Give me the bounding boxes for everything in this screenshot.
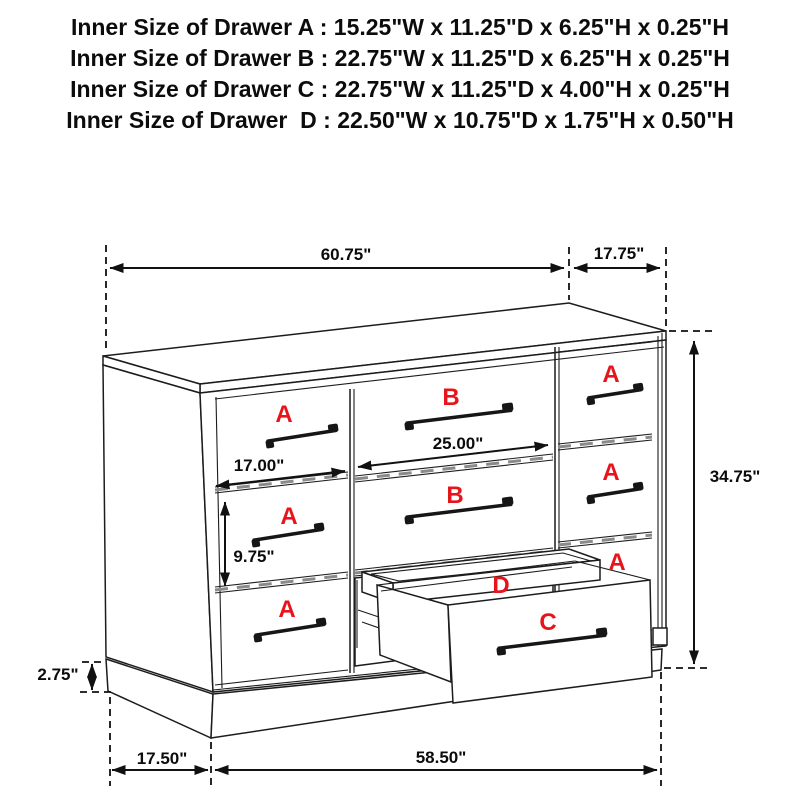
drawer-label-a-left-3: A [278, 596, 296, 623]
drawer-label-a-left-2: A [280, 503, 298, 530]
dim-label-left-drawer-width: 17.00" [233, 456, 285, 475]
dim-label-top-depth: 17.75" [593, 244, 645, 263]
spec-line-drawer-d: Inner Size of Drawer D : 22.50"W x 10.75"D x 1.75"H x 0.50"H [66, 107, 734, 133]
dim-label-middle-drawer-width: 25.00" [432, 434, 484, 453]
right-base-bracket [653, 628, 667, 645]
drawer-label-c: C [539, 609, 557, 636]
dim-label-top-width: 60.75" [320, 245, 372, 264]
dresser-left-side-panel [103, 365, 213, 692]
drawer-label-b-1: B [442, 384, 460, 411]
drawer-label-b-2: B [446, 482, 464, 509]
drawer-label-d: D [492, 572, 510, 599]
drawer-label-a-right-1: A [602, 361, 620, 388]
spec-line-drawer-c: Inner Size of Drawer C : 22.75"W x 11.25"D x 4.00"H x 0.25"H [70, 76, 730, 102]
drawer-label-a-left-1: A [275, 401, 293, 428]
dim-label-overall-height: 34.75" [709, 467, 761, 486]
drawer-label-a-right-2: A [602, 459, 620, 486]
dim-label-bottom-depth: 17.50" [136, 749, 188, 768]
spec-line-drawer-b: Inner Size of Drawer B : 22.75"W x 11.25"D x 6.25"H x 0.25"H [70, 45, 730, 71]
drawer-label-a-right-3: A [608, 549, 626, 576]
spec-line-drawer-a: Inner Size of Drawer A : 15.25"W x 11.25"D x 6.25"H x 0.25"H [70, 14, 730, 40]
dim-label-bottom-width: 58.50" [415, 748, 467, 767]
dim-label-base-height: 2.75" [37, 665, 79, 684]
dim-label-drawer-front-height: 9.75" [233, 547, 275, 566]
